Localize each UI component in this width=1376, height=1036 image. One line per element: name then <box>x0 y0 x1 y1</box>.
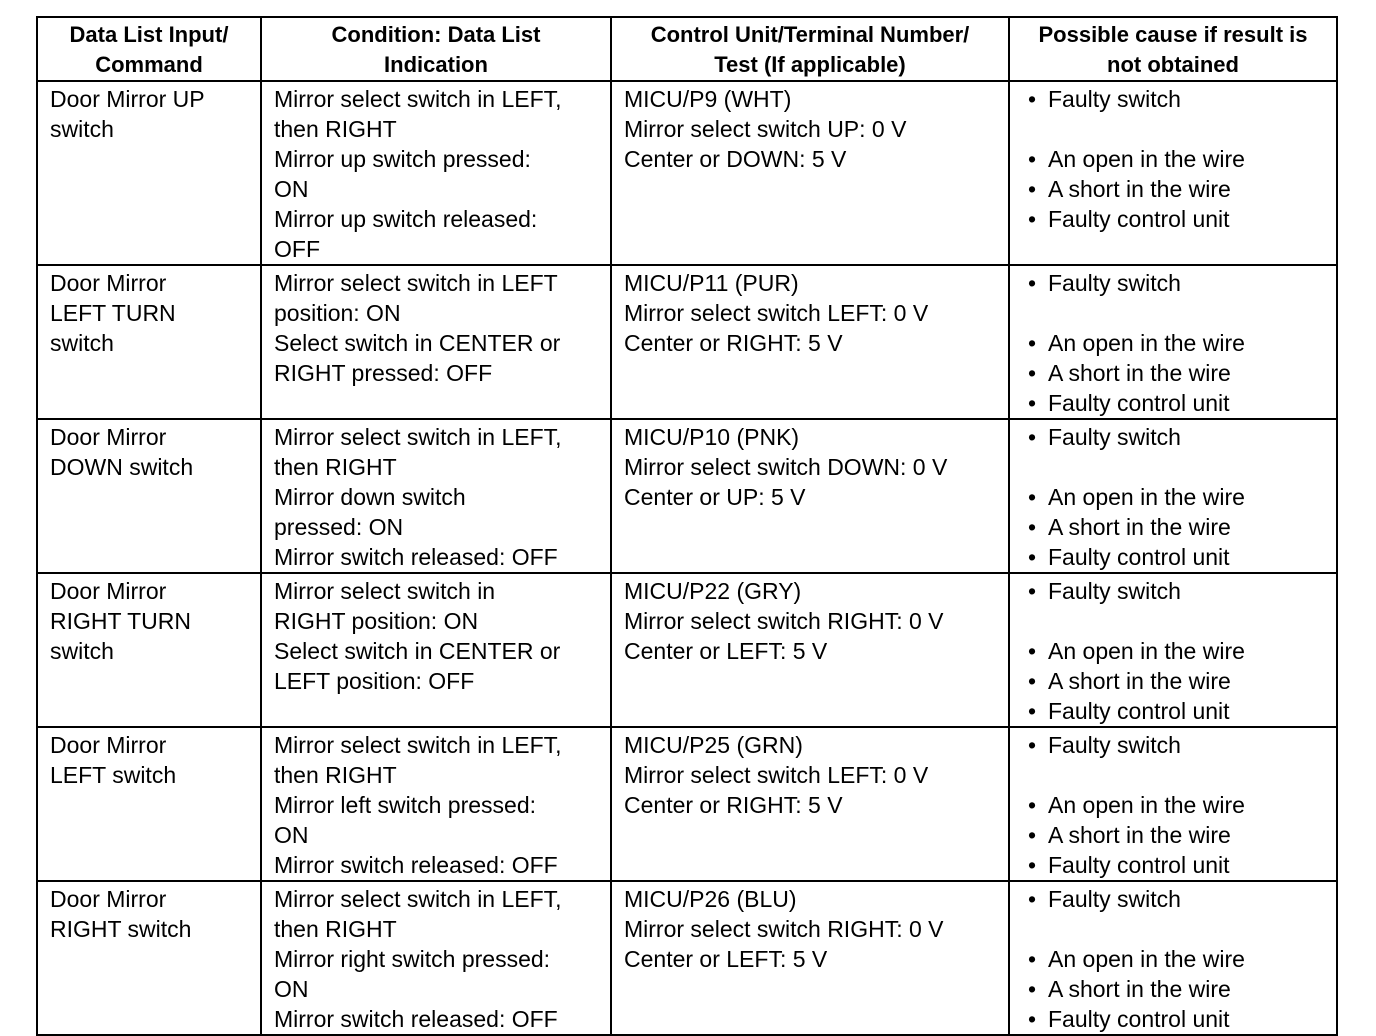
cause-list <box>1022 576 1332 726</box>
condition-cell: Mirror select switch in LEFT, then RIGHT Mirror right switch pressed: ON Mirror switch released: OFF <box>261 881 611 1035</box>
terminal-cell: MICU/P10 (PNK) Mirror select switch DOWN: 0 V Center or UP: 5 V <box>611 419 1009 573</box>
header-terminal: Control Unit/Terminal Number/ Test (If applicable) <box>611 17 1009 81</box>
list-item: • An open in the wire <box>1028 330 1245 356</box>
condition-cell: Mirror select switch in LEFT, then RIGHT Mirror up switch pressed: ON Mirror up switch released: OFF <box>261 81 611 265</box>
list-item: • A short in the wire <box>1028 176 1231 202</box>
terminal-cell: MICU/P26 (BLU) Mirror select switch RIGHT: 0 V Center or LEFT: 5 V <box>611 881 1009 1035</box>
list-item: • An open in the wire <box>1028 484 1245 510</box>
terminal-cell: MICU/P9 (WHT) Mirror select switch UP: 0 V Center or DOWN: 5 V <box>611 81 1009 265</box>
table-row <box>37 81 1337 265</box>
cause-list <box>1022 84 1332 234</box>
input-cell: Door Mirror UP switch <box>37 81 261 265</box>
input-cell: Door Mirror RIGHT TURN switch <box>37 573 261 727</box>
condition-cell: Mirror select switch in LEFT, then RIGHT Mirror left switch pressed: ON Mirror switch released: OFF <box>261 727 611 881</box>
list-item: • A short in the wire <box>1028 668 1231 694</box>
list-item: • Faulty control unit <box>1028 390 1230 416</box>
list-item: • A short in the wire <box>1028 514 1231 540</box>
cause-cell <box>1009 573 1337 727</box>
condition-cell: Mirror select switch in RIGHT position: ON Select switch in CENTER or LEFT position: OFF <box>261 573 611 727</box>
cause-cell <box>1009 727 1337 881</box>
input-cell: Door Mirror LEFT switch <box>37 727 261 881</box>
list-item: • Faulty control unit <box>1028 206 1230 232</box>
cause-list <box>1022 730 1332 880</box>
list-item: • A short in the wire <box>1028 976 1231 1002</box>
list-item: • Faulty switch <box>1028 270 1181 296</box>
cause-list <box>1022 422 1332 572</box>
cause-list <box>1022 268 1332 418</box>
list-item: • Faulty switch <box>1028 86 1181 112</box>
table-row <box>37 265 1337 419</box>
terminal-cell: MICU/P22 (GRY) Mirror select switch RIGHT: 0 V Center or LEFT: 5 V <box>611 573 1009 727</box>
terminal-cell: MICU/P11 (PUR) Mirror select switch LEFT: 0 V Center or RIGHT: 5 V <box>611 265 1009 419</box>
list-item: • Faulty switch <box>1028 732 1181 758</box>
input-cell: Door Mirror RIGHT switch <box>37 881 261 1035</box>
table-row <box>37 573 1337 727</box>
cause-cell <box>1009 265 1337 419</box>
condition-cell: Mirror select switch in LEFT position: ON Select switch in CENTER or RIGHT pressed: OFF <box>261 265 611 419</box>
table-row <box>37 419 1337 573</box>
list-item: • A short in the wire <box>1028 822 1231 848</box>
list-item: • Faulty switch <box>1028 886 1181 912</box>
header-cause: Possible cause if result is not obtained <box>1009 17 1337 81</box>
list-item: • A short in the wire <box>1028 360 1231 386</box>
list-item: • Faulty control unit <box>1028 852 1230 878</box>
terminal-cell: MICU/P25 (GRN) Mirror select switch LEFT: 0 V Center or RIGHT: 5 V <box>611 727 1009 881</box>
cause-cell <box>1009 419 1337 573</box>
header-condition: Condition: Data List Indication <box>261 17 611 81</box>
list-item: • Faulty control unit <box>1028 698 1230 724</box>
condition-cell: Mirror select switch in LEFT, then RIGHT Mirror down switch pressed: ON Mirror switch released: OFF <box>261 419 611 573</box>
header-row <box>37 17 1337 81</box>
table-row <box>37 881 1337 1035</box>
list-item: • Faulty switch <box>1028 424 1181 450</box>
list-item: • An open in the wire <box>1028 638 1245 664</box>
list-item: • Faulty switch <box>1028 578 1181 604</box>
list-item: • An open in the wire <box>1028 946 1245 972</box>
cause-list <box>1022 884 1332 1034</box>
diagnostic-table <box>36 16 1338 1036</box>
list-item: • An open in the wire <box>1028 792 1245 818</box>
input-cell: Door Mirror LEFT TURN switch <box>37 265 261 419</box>
table-row <box>37 727 1337 881</box>
cause-cell <box>1009 81 1337 265</box>
list-item: • An open in the wire <box>1028 146 1245 172</box>
list-item: • Faulty control unit <box>1028 1006 1230 1032</box>
cause-cell <box>1009 881 1337 1035</box>
header-input: Data List Input/ Command <box>37 17 261 81</box>
list-item: • Faulty control unit <box>1028 544 1230 570</box>
input-cell: Door Mirror DOWN switch <box>37 419 261 573</box>
